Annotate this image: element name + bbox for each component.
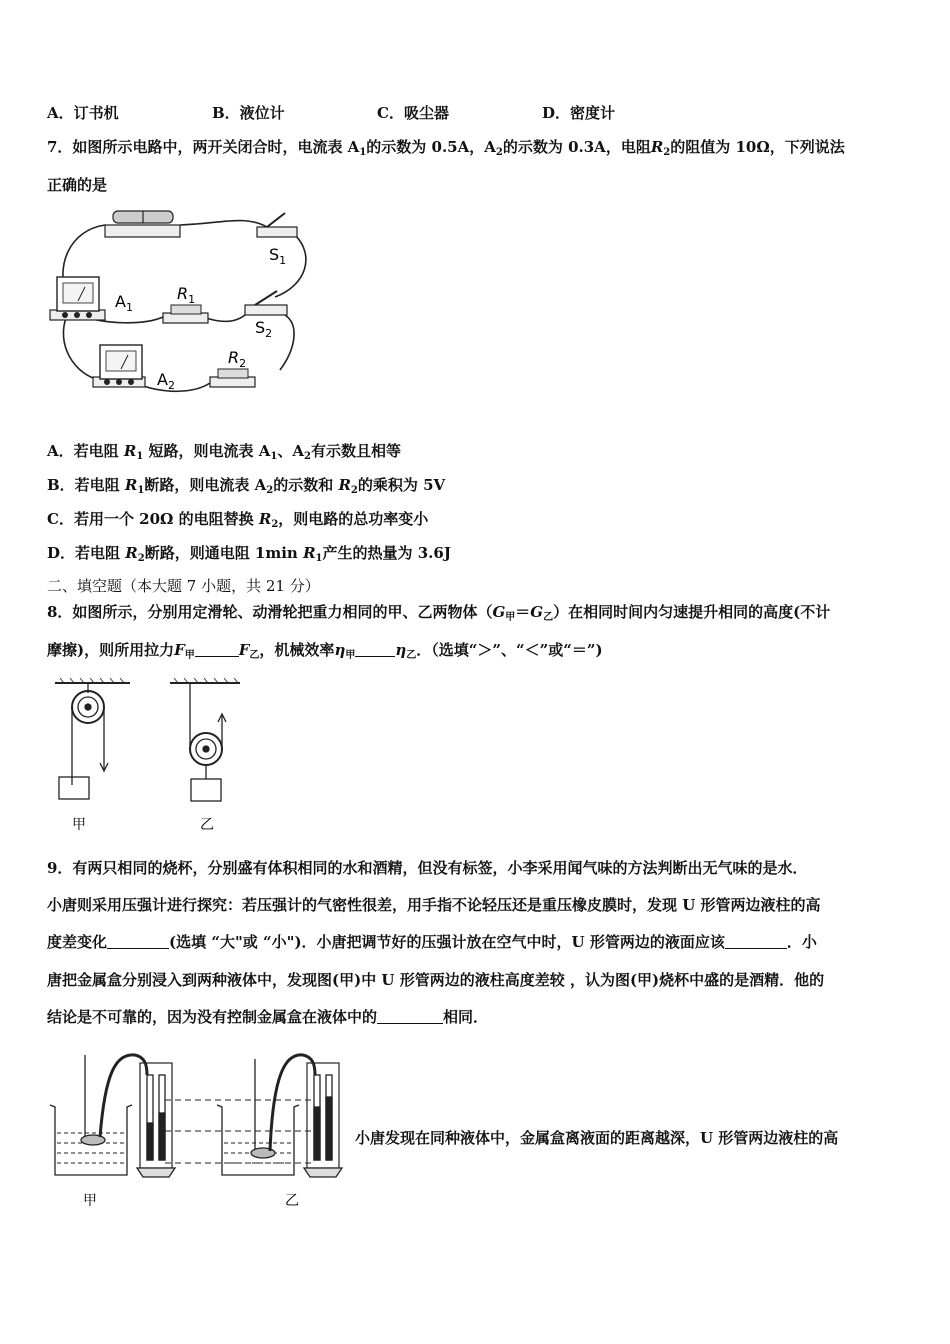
q6-option-c: C．吸尘器 xyxy=(377,104,449,122)
load-jia-icon xyxy=(59,777,89,799)
q7-stem-line1: 7．如图所示电路中，两开关闭合时，电流表 $A_1$的示数为 0.5A，$A_2$的示数为 0.3A，电阻$R_2$的阻值为 10Ω，下列说法 xyxy=(47,138,845,158)
q8-pulley-figure xyxy=(50,675,250,835)
q7-option-b: B．若电阻 $R_1$断路，则电流表 $A_2$的示数和 $R_2$的乘积为 5V xyxy=(47,476,446,496)
q9-blank-3[interactable] xyxy=(377,1009,443,1024)
q7-circuit-figure xyxy=(45,205,315,405)
label-a1: $A_1$ xyxy=(115,292,133,314)
q9-line3: 度差变化 (选填 “大"或 “小")．小唐把调节好的压强计放在空气中时，U 形管两边的液面应该 ．小 xyxy=(47,933,817,951)
q9-blank-1[interactable] xyxy=(107,934,169,949)
q9-line2: 小唐则采用压强计进行探究：若压强计的气密性很差，用手指不论轻压还是重压橡皮膜时，发现 U 形管两边液柱的高 xyxy=(47,896,821,914)
q7-option-a: A．若电阻 $R_1$ 短路，则电流表 $A_1$、$A_2$有示数且相等 xyxy=(47,442,402,462)
u-tube-yi-icon xyxy=(307,1063,339,1168)
label-s1: $S_1$ xyxy=(269,245,287,267)
q7-option-d: D．若电阻 $R_2$断路，则通电阻 1min $R_1$产生的热量为 3.6J xyxy=(47,544,451,564)
label-r1: $R_1$ xyxy=(177,284,196,306)
resistor-r2-icon xyxy=(210,369,255,387)
q6-option-b: B．液位计 xyxy=(212,104,285,122)
q9-pressure-figure xyxy=(45,1045,355,1220)
resistor-r1-icon xyxy=(163,305,208,323)
q8-line2: 摩擦)，则所用拉力$F_甲$ $F_乙$，机械效率$\eta_甲$ $\eta_乙$．（选填“＞”、“＜”或“＝”) xyxy=(47,641,603,661)
u-tube-jia-icon xyxy=(140,1063,172,1168)
label-s2: $S_2$ xyxy=(255,318,273,340)
q6-option-d: D．密度计 xyxy=(542,104,616,122)
q9-fig-label-jia: 甲 xyxy=(83,1193,97,1209)
q8-blank-force[interactable] xyxy=(195,642,239,657)
q7-option-c: C．若用一个 20Ω 的电阻替换 $R_2$，则电路的总功率变小 xyxy=(47,510,429,530)
q8-fig-label-yi: 乙 xyxy=(200,817,214,833)
load-yi-icon xyxy=(191,779,221,801)
q9-line5: 结论是不可靠的，因为没有控制金属盒在液体中的 相同． xyxy=(47,1008,489,1026)
q7-stem-line2: 正确的是 xyxy=(47,176,108,194)
q9-line4: 唐把金属盒分别浸入到两种液体中，发现图(甲)中 U 形管两边的液柱高度差较 ，认为图(甲)烧杯中盛的是酒精．他的 xyxy=(47,971,825,989)
q9-side-text: 小唐发现在同种液体中，金属盒离液面的距离越深，U 形管两边液柱的高 xyxy=(355,1129,839,1147)
q8-line1: 8．如图所示，分别用定滑轮、动滑轮把重力相同的甲、乙两物体$(G_甲=G_乙)$在相同时间内匀速提升相同的高度(不计 xyxy=(47,603,831,623)
battery-icon xyxy=(105,211,180,237)
q6-option-a: A．订书机 xyxy=(47,104,119,122)
q9-blank-2[interactable] xyxy=(725,934,787,949)
q8-blank-efficiency[interactable] xyxy=(355,642,395,657)
q9-line1: 9．有两只相同的烧杯，分别盛有体积相同的水和酒精，但没有标签，小李采用闻气味的方法判断出无气味的是水． xyxy=(47,859,808,877)
q9-fig-label-yi: 乙 xyxy=(285,1193,299,1209)
beaker-yi-icon xyxy=(217,1105,299,1175)
ammeter-a2-icon xyxy=(93,345,145,387)
label-r2: $R_2$ xyxy=(228,348,247,370)
ammeter-a1-icon xyxy=(50,277,105,320)
q8-fig-label-jia: 甲 xyxy=(72,817,86,833)
section-2-heading: 二、填空题（本大题 7 小题，共 21 分） xyxy=(47,577,320,595)
label-a2: $A_2$ xyxy=(157,370,175,392)
